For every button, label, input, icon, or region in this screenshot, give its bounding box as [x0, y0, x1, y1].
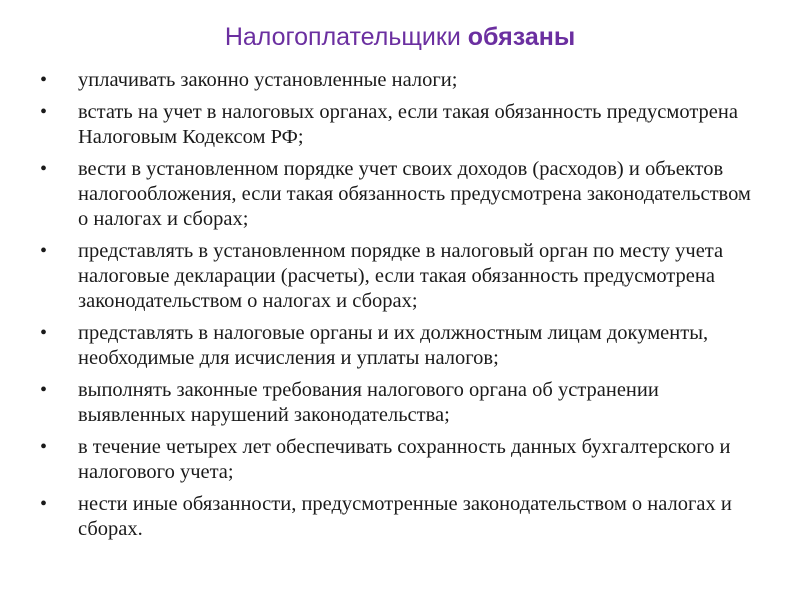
bullet-icon: • [40, 158, 48, 180]
list-item-text: в течение четырех лет обеспечивать сохранность данных бухгалтерского и налогового учета; [78, 436, 731, 483]
bullet-icon: • [40, 493, 48, 515]
list-item-text: уплачивать законно установленные налоги; [78, 69, 458, 91]
list-item [40, 157, 760, 232]
bullet-icon: • [40, 69, 48, 91]
list-item-text: нести иные обязанности, предусмотренные законодательством о налогах и сборах. [78, 493, 732, 540]
list-item [40, 378, 760, 428]
bullet-icon: • [40, 322, 48, 344]
list-item-text: встать на учет в налоговых органах, если такая обязанность предусмотрена Налоговым Кодексом РФ; [78, 101, 738, 148]
list-item [40, 321, 760, 371]
bullet-icon: • [40, 101, 48, 123]
bullet-icon: • [40, 379, 48, 401]
list-item-text: вести в установленном порядке учет своих доходов (расходов) и объектов налогообложения, если такая обязанность предусмотрена законодательством о налогах и сборах; [78, 158, 751, 230]
bullet-icon: • [40, 240, 48, 262]
list-item-text: представлять в налоговые органы и их должностным лицам документы, необходимые для исчисления и уплаты налогов; [78, 322, 709, 369]
title-emphasis: обязаны [467, 23, 576, 51]
obligations-list [40, 68, 760, 549]
list-item [40, 100, 760, 150]
bullet-icon: • [40, 436, 48, 458]
list-item [40, 492, 760, 542]
list-item [40, 435, 760, 485]
slide-title [0, 22, 800, 52]
list-item [40, 68, 760, 93]
list-item-text: выполнять законные требования налогового органа об устранении выявленных нарушений законодательства; [78, 379, 659, 426]
list-item [40, 239, 760, 314]
title-main: Налогоплательщики [224, 23, 468, 51]
list-item-text: представлять в установленном порядке в налоговый орган по месту учета налоговые декларации (расчеты), если такая обязанность предусмотрена законодательством о налогах и сборах; [78, 240, 724, 312]
